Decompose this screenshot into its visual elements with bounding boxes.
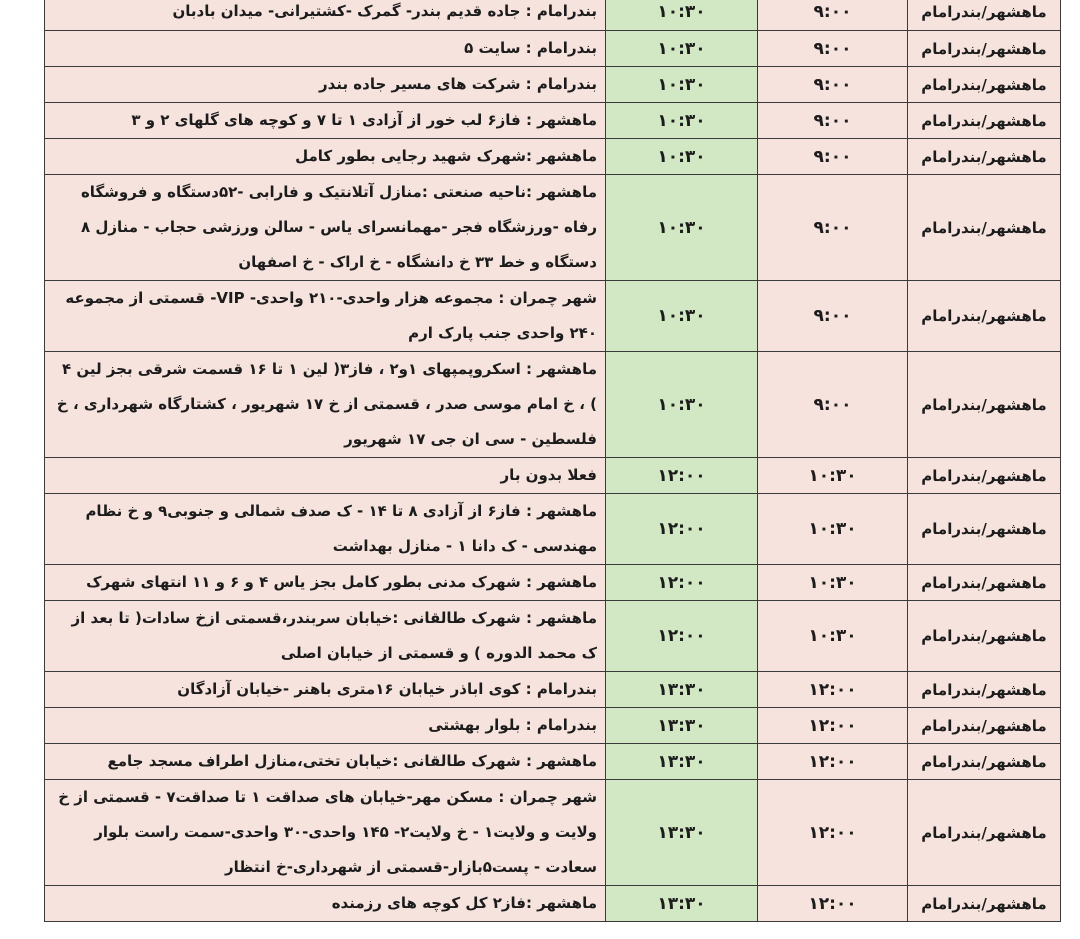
end-time: ۱۳:۳۰ xyxy=(657,893,706,914)
schedule-rows xyxy=(45,0,1061,922)
start-time-cell xyxy=(758,672,908,708)
area-cell: شهر چمران : مسکن مهر-خیابان های صداقت ۱ تا صداقت۷ - قسمتی از خ ولایت و ولایت۱ - خ ولایت۲- ۱۴۵ واحدی-۳۰ واحدی-سمت راست بلوار سعادت - پست۵بازار-قسمتی از شهرداری-خ انتظار xyxy=(45,780,606,886)
start-time-cell xyxy=(758,0,908,31)
outage-schedule-table xyxy=(44,0,1061,922)
city-cell: ماهشهر/بندرامام xyxy=(908,281,1061,352)
table-row xyxy=(45,139,1061,175)
start-time: ۱۲:۰۰ xyxy=(808,715,857,736)
start-time: ۹:۰۰ xyxy=(813,38,852,59)
area-cell: ماهشهر : فاز۶ لب خور از آزادی ۱ تا ۷ و کوچه های گلهای ۲ و ۳ xyxy=(45,103,606,139)
end-time-cell xyxy=(606,780,758,886)
end-time-cell xyxy=(606,352,758,458)
start-time-cell xyxy=(758,103,908,139)
end-time: ۱۰:۳۰ xyxy=(657,394,706,415)
table-row xyxy=(45,708,1061,744)
end-time: ۱۲:۰۰ xyxy=(657,572,706,593)
table-row xyxy=(45,352,1061,458)
city-cell: ماهشهر/بندرامام xyxy=(908,0,1061,31)
city-cell: ماهشهر/بندرامام xyxy=(908,139,1061,175)
start-time: ۱۰:۳۰ xyxy=(808,519,857,539)
city-cell: ماهشهر/بندرامام xyxy=(908,175,1061,281)
area-cell: ماهشهر :ناحیه صنعتی :منازل آتلانتیک و فارابی -۵۲دستگاه و فروشگاه رفاه -ورزشگاه فجر -مهمانسرای یاس - سالن ورزشی حجاب - منازل ۸ دستگاه و خط ۳۳ خ دانشگاه - خ اراک - خ اصفهان xyxy=(45,175,606,281)
table-row xyxy=(45,175,1061,281)
start-time: ۹:۰۰ xyxy=(813,110,852,131)
area-cell: بندرامام : کوی اباذر خیابان ۱۶متری باهنر -خیابان آزادگان xyxy=(45,672,606,708)
area-cell: شهر چمران : مجموعه هزار واحدی-۲۱۰ واحدی- VIP- قسمتی از مجموعه ۲۴۰ واحدی جنب پارک ارم xyxy=(45,281,606,352)
city-cell: ماهشهر/بندرامام xyxy=(908,67,1061,103)
city-cell: ماهشهر/بندرامام xyxy=(908,601,1061,672)
end-time: ۱۳:۳۰ xyxy=(657,751,706,772)
start-time-cell xyxy=(758,31,908,67)
start-time-cell xyxy=(758,780,908,886)
end-time-cell xyxy=(606,601,758,672)
start-time: ۱۲:۰۰ xyxy=(808,893,857,914)
start-time: ۱۰:۳۰ xyxy=(808,465,857,486)
city-cell: ماهشهر/بندرامام xyxy=(908,352,1061,458)
end-time: ۱۳:۳۰ xyxy=(657,679,706,700)
end-time: ۱۰:۳۰ xyxy=(657,110,706,131)
start-time: ۹:۰۰ xyxy=(813,217,852,238)
area-cell: ماهشهر : اسکروپمپهای ۱و۲ ، فاز۳( لین ۱ تا ۱۶ قسمت شرقی بجز لین ۴ ) ، خ امام موسی صدر ، قسمتی از خ ۱۷ شهریور ، کشتارگاه شهرداری ، خ فلسطین - سی ان جی ۱۷ شهریور xyxy=(45,352,606,458)
city-cell: ماهشهر/بندرامام xyxy=(908,708,1061,744)
start-time-cell xyxy=(758,886,908,922)
start-time-cell xyxy=(758,281,908,352)
city-cell: ماهشهر/بندرامام xyxy=(908,103,1061,139)
table-row xyxy=(45,67,1061,103)
start-time-cell xyxy=(758,744,908,780)
start-time-cell xyxy=(758,601,908,672)
start-time-cell xyxy=(758,458,908,494)
table-row xyxy=(45,886,1061,922)
area-cell: ماهشهر : شهرک طالقانی :خیابان سربندر،قسمتی ازخ سادات( تا بعد از ک محمد الدوره ) و قسمتی از خیابان اصلی xyxy=(45,601,606,672)
end-time-cell xyxy=(606,744,758,780)
start-time: ۹:۰۰ xyxy=(813,74,852,95)
start-time: ۱۲:۰۰ xyxy=(808,679,857,700)
city-cell: ماهشهر/بندرامام xyxy=(908,565,1061,601)
end-time: ۱۰:۳۰ xyxy=(657,1,706,22)
table-row xyxy=(45,601,1061,672)
end-time: ۱۰:۳۰ xyxy=(657,217,706,238)
area-cell: ماهشهر :شهرک شهید رجایی بطور کامل xyxy=(45,139,606,175)
end-time-cell xyxy=(606,494,758,565)
start-time: ۱۲:۰۰ xyxy=(808,751,857,772)
city-cell: ماهشهر/بندرامام xyxy=(908,31,1061,67)
area-cell: ماهشهر : شهرک مدنی بطور کامل بجز یاس ۴ و ۶ و ۱۱ انتهای شهرک xyxy=(45,565,606,601)
start-time-cell xyxy=(758,67,908,103)
start-time: ۱۰:۳۰ xyxy=(808,626,857,646)
city-cell: ماهشهر/بندرامام xyxy=(908,494,1061,565)
table-row xyxy=(45,494,1061,565)
end-time-cell xyxy=(606,67,758,103)
start-time-cell xyxy=(758,139,908,175)
end-time-cell xyxy=(606,139,758,175)
end-time: ۱۳:۳۰ xyxy=(657,715,706,736)
table-row xyxy=(45,672,1061,708)
table-row xyxy=(45,458,1061,494)
area-cell: فعلا بدون بار xyxy=(45,458,606,494)
end-time-cell xyxy=(606,565,758,601)
area-cell: بندرامام : بلوار بهشتی xyxy=(45,708,606,744)
start-time: ۹:۰۰ xyxy=(813,394,852,415)
start-time: ۹:۰۰ xyxy=(813,146,852,167)
area-cell: ماهشهر :فاز۲ کل کوچه های رزمنده xyxy=(45,886,606,922)
end-time-cell xyxy=(606,103,758,139)
end-time: ۱۲:۰۰ xyxy=(657,519,706,539)
city-cell: ماهشهر/بندرامام xyxy=(908,672,1061,708)
end-time: ۱۰:۳۰ xyxy=(657,74,706,95)
end-time: ۱۲:۰۰ xyxy=(657,465,706,486)
area-cell: ماهشهر : فاز۶ از آزادی ۸ تا ۱۴ - ک صدف شمالی و جنوبی۹ و خ نظام مهندسی - ک دانا ۱ - منازل بهداشت xyxy=(45,494,606,565)
start-time: ۹:۰۰ xyxy=(813,306,852,326)
start-time-cell xyxy=(758,565,908,601)
end-time-cell xyxy=(606,886,758,922)
city-cell: ماهشهر/بندرامام xyxy=(908,886,1061,922)
start-time-cell xyxy=(758,708,908,744)
start-time-cell xyxy=(758,494,908,565)
start-time: ۱۲:۰۰ xyxy=(808,822,857,843)
table-row xyxy=(45,31,1061,67)
end-time: ۱۲:۰۰ xyxy=(657,626,706,646)
end-time: ۱۰:۳۰ xyxy=(657,146,706,167)
table-row xyxy=(45,565,1061,601)
end-time: ۱۰:۳۰ xyxy=(657,38,706,59)
end-time-cell xyxy=(606,31,758,67)
end-time-cell xyxy=(606,281,758,352)
end-time-cell xyxy=(606,175,758,281)
table-row xyxy=(45,744,1061,780)
city-cell: ماهشهر/بندرامام xyxy=(908,744,1061,780)
end-time-cell xyxy=(606,708,758,744)
end-time-cell xyxy=(606,672,758,708)
table-row xyxy=(45,780,1061,886)
end-time-cell xyxy=(606,0,758,31)
end-time: ۱۰:۳۰ xyxy=(657,306,706,326)
start-time: ۹:۰۰ xyxy=(813,1,852,22)
end-time-cell xyxy=(606,458,758,494)
start-time-cell xyxy=(758,352,908,458)
area-cell: بندرامام : جاده قدیم بندر- گمرک -کشتیرانی- میدان بادبان xyxy=(45,0,606,31)
start-time-cell xyxy=(758,175,908,281)
start-time: ۱۰:۳۰ xyxy=(808,572,857,593)
area-cell: ماهشهر : شهرک طالقانی :خیابان تختی،منازل اطراف مسجد جامع xyxy=(45,744,606,780)
city-cell: ماهشهر/بندرامام xyxy=(908,780,1061,886)
city-cell: ماهشهر/بندرامام xyxy=(908,458,1061,494)
area-cell: بندرامام : سایت ۵ xyxy=(45,31,606,67)
table-row xyxy=(45,281,1061,352)
area-cell: بندرامام : شرکت های مسیر جاده بندر xyxy=(45,67,606,103)
table-row xyxy=(45,103,1061,139)
end-time: ۱۳:۳۰ xyxy=(657,822,706,843)
table-row xyxy=(45,0,1061,31)
